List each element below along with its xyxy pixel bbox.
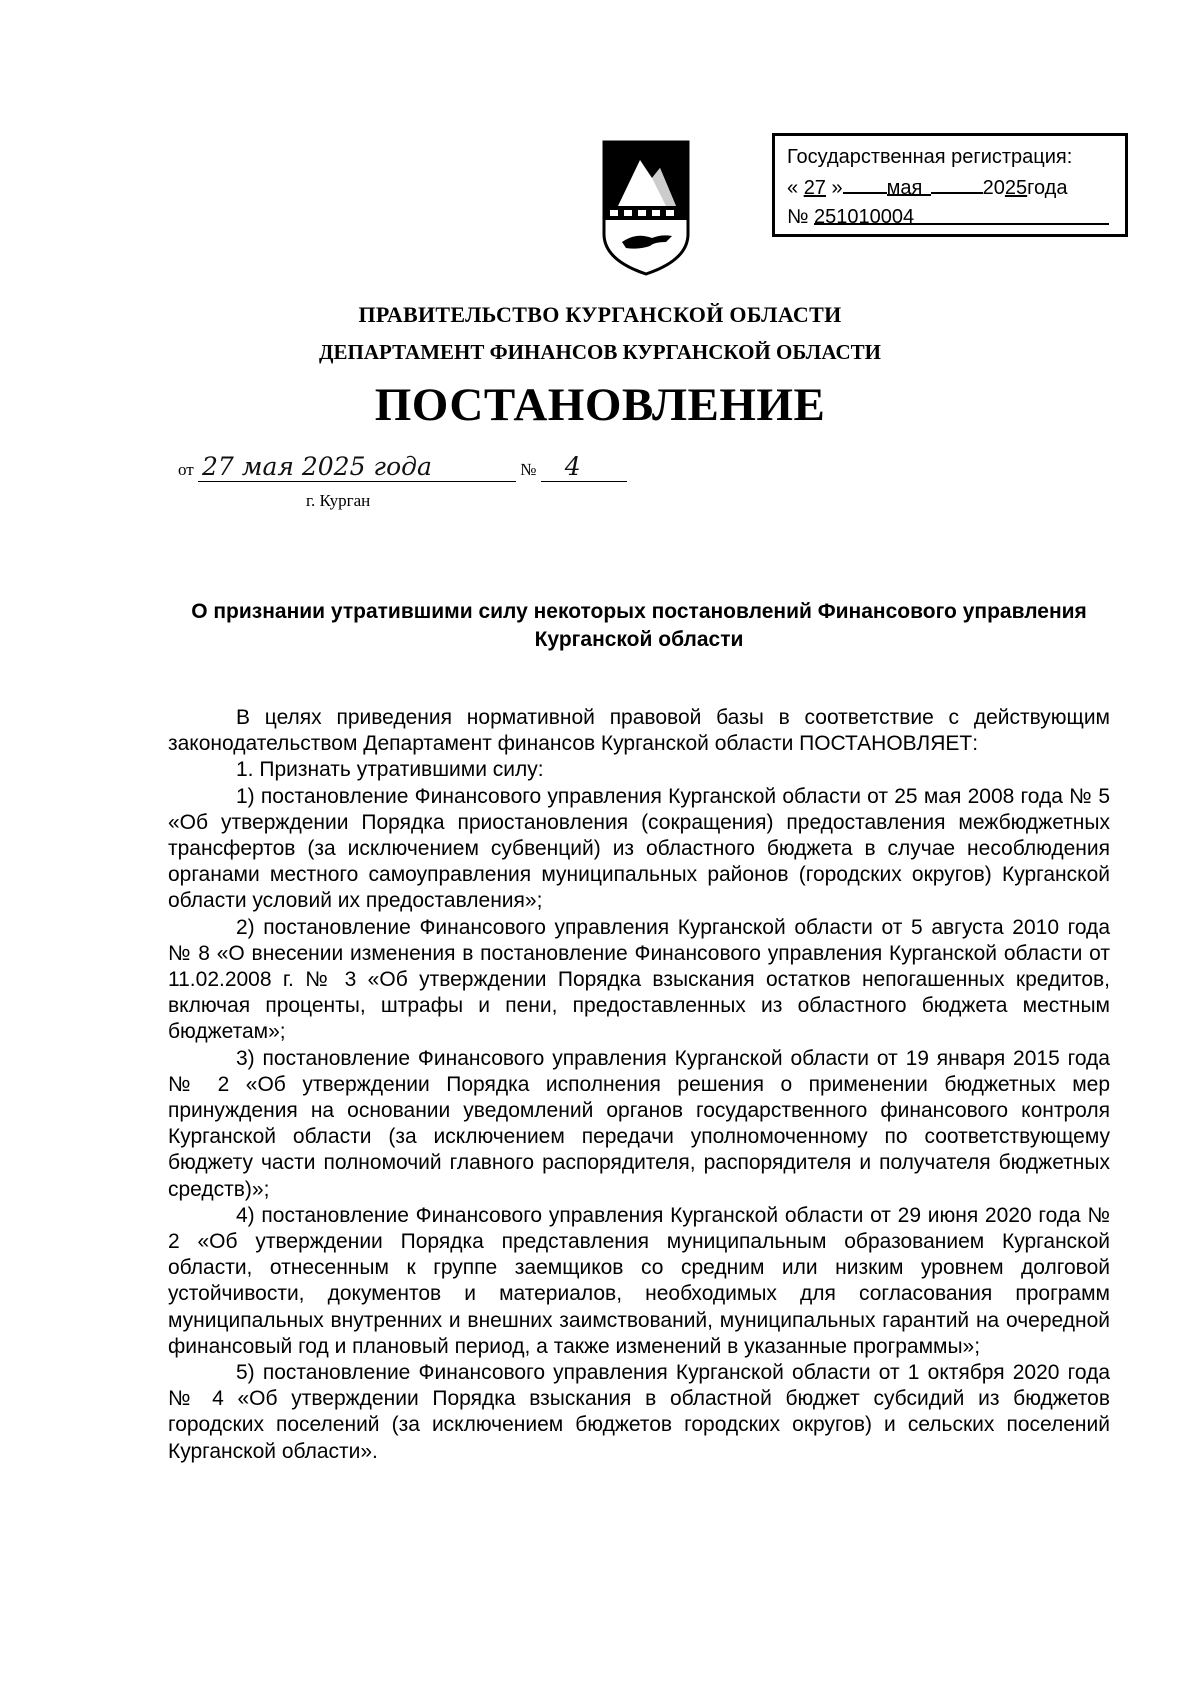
body-paragraph: 3) постановление Финансового управления Курганской области от 19 января 2015 года № 2 «Об утверждении Порядка исполнения решения о применении бюджетных мер принуждения на основании уведомлений органов государственного финансового контроля Курганской области (за исключением передачи уполномоченному по соответствующему бюджету части полномочий главного распорядителя, распорядителя и получателя бюджетных средств)»;	[168, 1046, 1110, 1201]
registration-month: мая	[887, 174, 931, 196]
coat-of-arms-icon	[596, 138, 696, 278]
document-subject: О признании утратившими силу некоторых постановлений Финансового управления Курганской области	[191, 600, 1087, 651]
number-label: №	[520, 460, 537, 479]
registration-stamp	[772, 133, 1128, 237]
registration-title: Государственная регистрация:	[787, 146, 1073, 168]
department-heading: ДЕПАРТАМЕНТ ФИНАНСОВ КУРГАНСКОЙ ОБЛАСТИ	[319, 340, 881, 364]
registration-day: 27	[803, 177, 826, 199]
registration-date: « 27 » мая 2025года	[787, 172, 1117, 203]
handwritten-number: 4	[541, 452, 627, 482]
body-paragraph: 1) постановление Финансового управления Курганской области от 25 мая 2008 года № 5 «Об утверждении Порядка приостановления (сокращения) предоставления межбюджетных трансфертов (за исключением субвенций) из областного бюджета в случае несоблюдения органами местного самоуправления муниципальных районов (городских округов) Курганской области условий их предоставления»;	[168, 784, 1110, 913]
date-from-label: от	[178, 460, 194, 479]
document-body	[168, 705, 1110, 1465]
body-paragraph: 4) постановление Финансового управления Курганской области от 29 июня 2020 года № 2 «Об утверждении Порядка представления муниципальным образованием Курганской области, отнесенным к группе заемщиков со средним или низким уровнем долговой устойчивости, документов и материалов, необходимых для согласования программ муниципальных внутренних и внешних заимствований, муниципальных гарантий на очередной финансовый год и плановый период, а также изменений в указанные программы»;	[168, 1203, 1110, 1358]
document-dateline	[178, 452, 627, 482]
registration-number-row	[787, 203, 1117, 232]
registration-year-prefix: 20	[982, 177, 1005, 199]
body-paragraph: В целях приведения нормативной правовой базы в соответствие с действующим законодательством Департамент финансов Курганской области ПОСТАНОВЛЯЕТ:	[168, 706, 1110, 756]
body-paragraph: 1. Признать утратившими силу:	[236, 758, 544, 782]
registration-year-suffix: 25	[1004, 177, 1028, 199]
body-paragraph: 2) постановление Финансового управления Курганской области от 5 августа 2010 года № 8 «О внесении изменения в постановление Финансового управления Курганской области от 11.02.2008 г. № 3 «Об утверждении Порядка взыскания остатков непогашенных кредитов, включая проценты, штрафы и пени, предоставленных из областного бюджета местным бюджетам»;	[168, 915, 1110, 1044]
city-label: г. Курган	[306, 491, 371, 510]
document-type-title: ПОСТАНОВЛЕНИЕ	[374, 379, 826, 431]
body-paragraph: 5) постановление Финансового управления Курганской области от 1 октября 2020 года № 4 «Об утверждении Порядка взыскания в областной бюджет субсидий из бюджетов городских поселений (за исключением бюджетов городских округов) и сельских поселений Курганской области».	[168, 1361, 1110, 1463]
handwritten-date: 27 мая 2025 года	[198, 452, 516, 482]
registration-number: 251010004	[814, 203, 1109, 225]
government-heading: ПРАВИТЕЛЬСТВО КУРГАНСКОЙ ОБЛАСТИ	[358, 302, 842, 327]
registration-number-label: №	[787, 206, 809, 228]
registration-year-word: года	[1027, 177, 1068, 199]
